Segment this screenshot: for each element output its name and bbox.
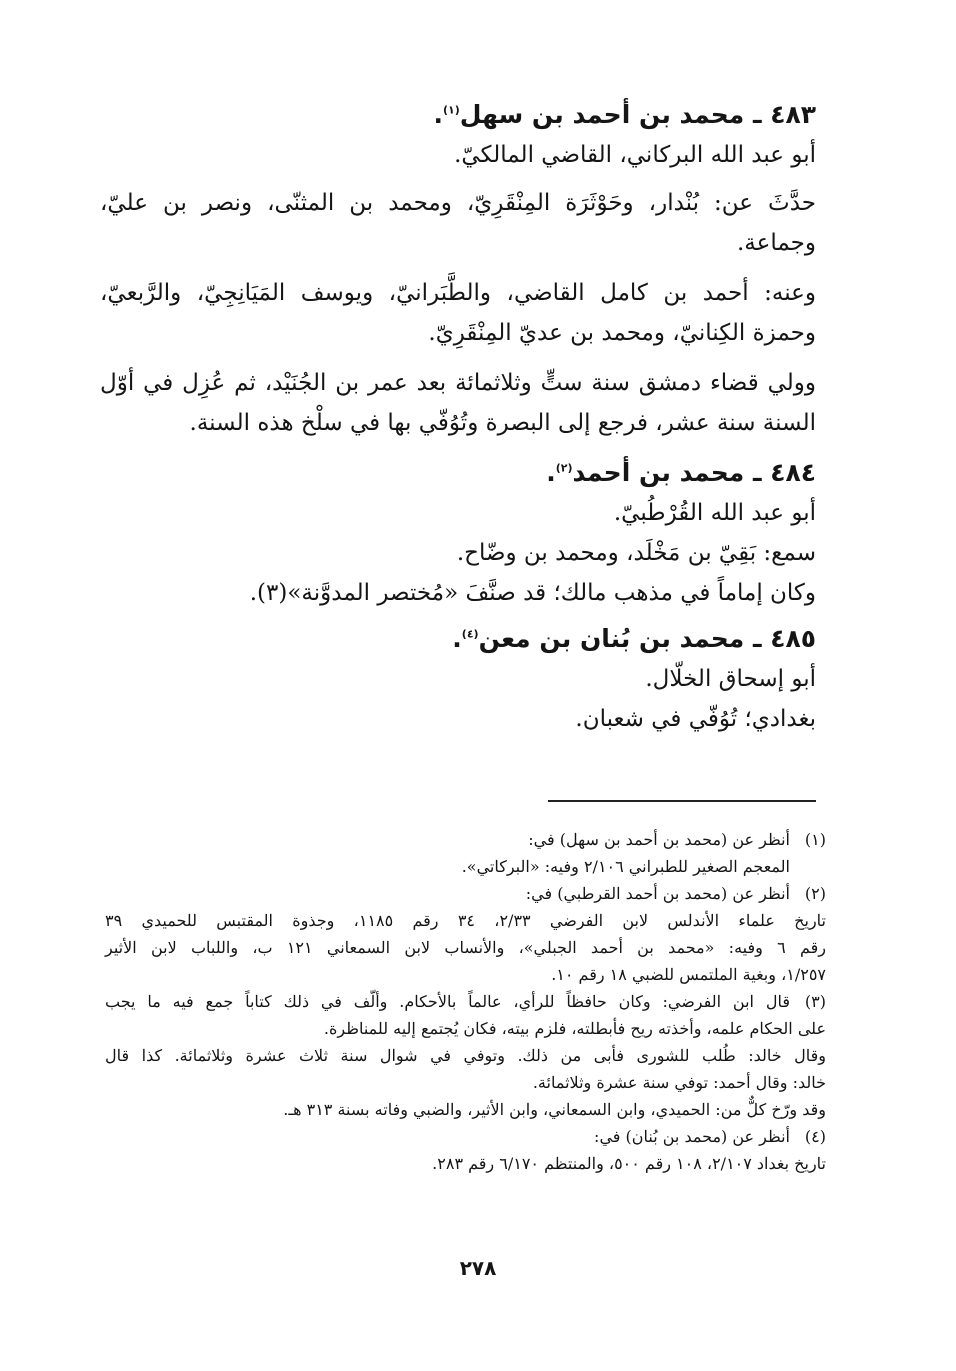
entry-line: أبو عبد الله البركاني، القاضي المالكيّ. — [454, 142, 816, 168]
main-text — [100, 95, 816, 739]
entry-484 — [100, 453, 816, 613]
footnote-line: وقال خالد: طُلب للشورى فأبى من ذلك. وتوفي في شوال سنة ثلاث عشرة وثلاثمائة. كذا قال — [105, 1046, 826, 1065]
footnotes — [105, 826, 826, 1177]
footnote-number: (١) — [804, 830, 826, 849]
footnote-ref: (١) — [443, 103, 460, 117]
footnote-line: رقم ٦ وفيه: «محمد بن أحمد الجبلي»، والأنساب لابن السمعاني ١٢١ ب، واللباب لابن الأثير — [105, 938, 827, 957]
footnote-number: (٤) — [804, 1127, 826, 1146]
footnote-ref: (٢) — [555, 461, 573, 475]
entry-line: وكان إماماً في مذهب مالك؛ قد صنَّفَ «مُختصر المدوَّنة»(٣). — [249, 580, 816, 606]
footnote-line: المعجم الصغير للطبراني ٢/١٠٦ وفيه: «البركاتي». — [461, 857, 790, 876]
entry-paragraph: حدَّثَ عن: بُنْدار، وحَوْثَرَة المِنْقَرِيّ، ومحمد بن المثنّى، ونصر بن عليّ، وجماعة. — [100, 190, 816, 256]
page-number: ٢٧٨ — [459, 1256, 497, 1280]
footnote-line: تاريخ بغداد ٢/١٠٧، ١٠٨ رقم ٥٠٠، والمنتظم ٦/١٧٠ رقم ٢٨٣. — [432, 1154, 826, 1173]
footnote-line: أنظر عن (محمد بن أحمد القرطبي) في: — [525, 884, 790, 903]
footnote-line: وقد ورّخ كلٌّ من: الحميدي، وابن السمعاني، وابن الأثير، والضبي وفاته بسنة ٣١٣ هـ. — [283, 1100, 826, 1119]
entry-title: ٤٨٤ ـ محمد بن أحمد$^{(٢)}$. — [546, 458, 816, 487]
footnote-ref: (٤) — [461, 627, 479, 641]
entry-483 — [100, 95, 816, 443]
footnote-4 — [105, 1123, 826, 1177]
entry-paragraph: وولي قضاء دمشق سنة ستٍّ وثلاثمائة بعد عمر بن الجُنَيْد، ثم عُزِل في أوّل السنة سنة عشر، فرجع إلى البصرة وتُوُفّي بها في سلْخ هذه السنة. — [100, 370, 816, 436]
footnote-2 — [105, 880, 826, 988]
footnote-number: (٢) — [804, 884, 826, 903]
entry-line: بغدادي؛ تُوُفّي في شعبان. — [575, 706, 816, 732]
entry-title: ٤٨٣ ـ محمد بن أحمد بن سهل$^{(١)}$. — [433, 100, 816, 129]
footnote-line: خالد: وقال أحمد: توفي سنة عشرة وثلاثمائة. — [532, 1073, 826, 1092]
entry-line: سمع: بَقِيّ بن مَخْلَد، ومحمد بن وضّاح. — [456, 540, 816, 566]
entry-paragraph: وعنه: أحمد بن كامل القاضي، والطَّبَرانيّ، ويوسف المَيَانِجِيّ، والرَّبعيّ، وحمزة الكِنانيّ، ومحمد بن عديّ المِنْقَرِيّ. — [100, 280, 816, 346]
entry-line: أبو إسحاق الخلّال. — [645, 666, 816, 692]
footnote-line: تاريخ علماء الأندلس لابن الفرضي ٢/٣٣، ٣٤ رقم ١١٨٥، وجذوة المقتبس للحميدي ٣٩ — [105, 911, 826, 930]
footnote-line: أنظر عن (محمد بن بُنان) في: — [594, 1127, 790, 1146]
footnote-number: (٣) — [804, 992, 826, 1011]
entry-line: أبو عبد الله القُرْطُبيّ. — [613, 500, 816, 526]
entry-title: ٤٨٥ ـ محمد بن بُنان بن معن$^{(٤)}$. — [452, 624, 816, 653]
footnote-line: على الحكام علمه، وأخذته ريح فأبطلته، فلزم بيته، فكان يُجتمع إليه للمناظرة. — [323, 1019, 826, 1038]
footnote-1 — [105, 826, 826, 880]
footnote-line: ١/٢٥٧، وبغية الملتمس للضبي ١٨ رقم ١٠. — [551, 965, 826, 984]
footnote-3 — [105, 988, 826, 1123]
footnote-line: قال ابن الفرضي: وكان حافظاً للرأي، عالماً بالأحكام. وألّف في ذلك كتاباً جمع فيه ما يجب — [105, 992, 790, 1011]
footnote-separator — [548, 800, 816, 802]
footnote-line: أنظر عن (محمد بن أحمد بن سهل) في: — [528, 830, 790, 849]
entry-485 — [100, 619, 816, 739]
